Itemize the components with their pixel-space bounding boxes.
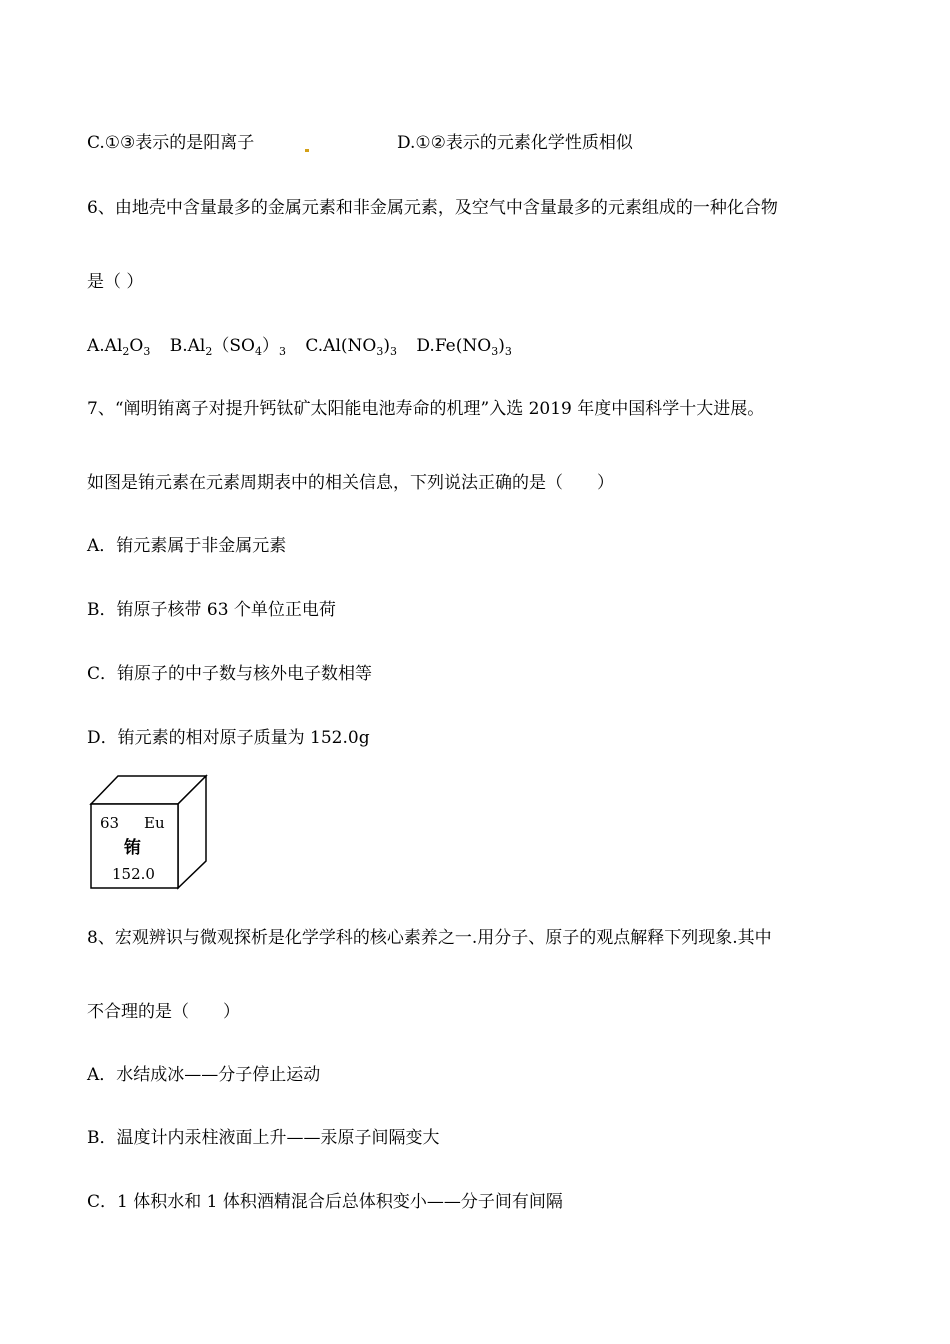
q6-stem-line2: 是（ ） [87, 272, 144, 292]
q6-option-b: $B.Al_2(SO_4)_3$ [169, 336, 286, 358]
q7-stem-line2: 如图是铕元素在元素周期表中的相关信息，下列说法正确的是（ ） [87, 473, 614, 493]
element-symbol: Eu [144, 814, 165, 832]
q5-options-row [87, 132, 633, 154]
q7-option-c: C．铕原子的中子数与核外电子数相等 [87, 664, 373, 684]
q6-option-a: $A.Al_2O_3$ [87, 336, 151, 358]
element-card-europium [88, 774, 208, 890]
atomic-number: 63 [100, 814, 120, 832]
atomic-mass: 152.0 [112, 865, 155, 883]
q7-option-a: A．铕元素属于非金属元素 [87, 536, 287, 556]
q8-stem-line2: 不合理的是（ ） [87, 1002, 240, 1022]
q6-stem-line1: 6、由地壳中含量最多的金属元素和非金属元素，及空气中含量最多的元素组成的一种化合物 [87, 198, 778, 218]
q7-stem-line1: 7、“阐明铕离子对提升钙钛矿太阳能电池寿命的机理”入选 2019 年度中国科学十大进展。 [87, 399, 765, 419]
q6-options-row [87, 335, 526, 357]
q8-option-c: C．1 体积水和 1 体积酒精混合后总体积变小——分子间有间隔 [87, 1192, 563, 1212]
q5-option-c: C.①③表示的是阳离子 [87, 133, 255, 153]
q8-stem-line1: 8、宏观辨识与微观探析是化学学科的核心素养之一.用分子、原子的观点解释下列现象.其中 [87, 928, 772, 948]
q7-option-d: D．铕元素的相对原子质量为 152.0g [87, 728, 370, 748]
q6-option-c: $C.Al(NO_3)_3$ [305, 336, 397, 358]
q8-option-b: B．温度计内汞柱液面上升——汞原子间隔变大 [87, 1128, 440, 1148]
element-name: 铕 [124, 838, 141, 858]
q7-option-b: B．铕原子核带 63 个单位正电荷 [87, 600, 336, 620]
decorative-mark [305, 149, 309, 152]
q5-option-d: D.①②表示的元素化学性质相似 [397, 133, 633, 153]
q6-option-d: $D.Fe(NO_3)_3$ [416, 336, 512, 358]
q8-option-a: A．水结成冰——分子停止运动 [87, 1065, 321, 1085]
